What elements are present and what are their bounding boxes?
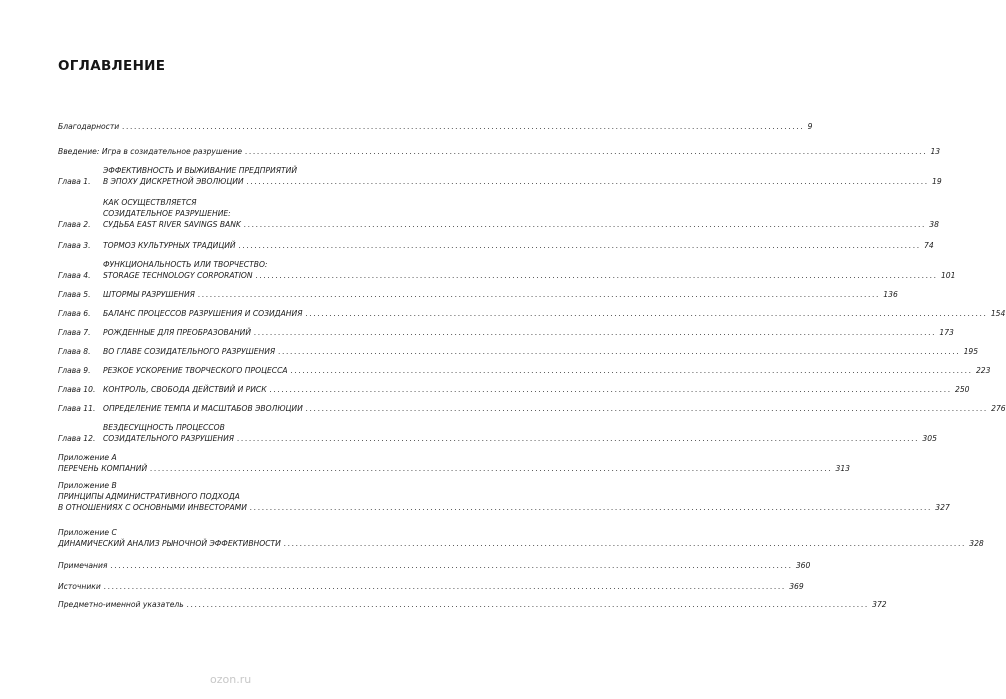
entry-title-line: Приложение В — [58, 481, 117, 490]
page-number: 136 — [883, 290, 898, 299]
toc-entry — [58, 581, 804, 592]
toc-entry — [58, 384, 970, 395]
chapter-label: Глава 10. — [58, 385, 96, 394]
toc-entry — [58, 452, 850, 474]
page-number: 328 — [969, 539, 984, 548]
page-number: 74 — [923, 241, 934, 250]
entry-title-line: СОЗИДАТЕЛЬНОЕ РАЗРУШЕНИЕ: — [103, 209, 231, 218]
entry-title-line: ВО ГЛАВЕ СОЗИДАТЕЛЬНОГО РАЗРУШЕНИЯ — [103, 347, 276, 356]
toc-entry — [58, 121, 813, 132]
entry-title-line: Приложение А — [58, 453, 117, 462]
toc-entry — [58, 146, 941, 157]
dot-leader: .......................................................................................................................................................................... — [186, 600, 870, 609]
chapter-label: Глава 2. — [58, 220, 91, 229]
entry-title-line: Приложение С — [58, 528, 117, 537]
toc-entry — [58, 560, 811, 571]
dot-leader: .......................................................................................................................................................................... — [245, 147, 928, 156]
dot-leader: .......................................................................................................................................................................... — [197, 290, 881, 299]
entry-title-line: Введение: Игра в созидательное разрушение — [58, 147, 243, 156]
entry-title-line: ЭФФЕКТИВНОСТЬ И ВЫЖИВАНИЕ ПРЕДПРИЯТИЙ — [103, 166, 297, 175]
dot-leader: .......................................................................................................................................................................... — [255, 271, 938, 280]
dot-leader: .......................................................................................................................................................................... — [246, 177, 929, 186]
chapter-label: Глава 1. — [58, 177, 91, 186]
dot-leader: .......................................................................................................................................................................... — [237, 434, 920, 443]
dot-leader: .......................................................................................................................................................................... — [305, 309, 988, 318]
page-number: 38 — [929, 220, 939, 229]
entry-title-line: СУДЬБА EAST RIVER SAVINGS BANK — [103, 220, 241, 229]
toc-entry — [58, 527, 984, 549]
toc-entry — [58, 365, 991, 376]
toc-entry — [58, 327, 954, 338]
dot-leader: .......................................................................................................................................................................... — [110, 561, 793, 570]
entry-title-line: РОЖДЕННЫЕ ДЛЯ ПРЕОБРАЗОВАНИЙ — [103, 328, 252, 337]
entry-title-line: КАК ОСУЩЕСТВЛЯЕТСЯ — [103, 198, 197, 207]
page-number: 250 — [954, 385, 970, 394]
entry-title-line: STORAGE TECHNOLOGY CORPORATION — [103, 271, 253, 280]
entry-title-line: КОНТРОЛЬ, СВОБОДА ДЕЙСТВИЙ И РИСК — [103, 385, 267, 394]
page-number: 305 — [922, 434, 937, 443]
entry-title-line: ФУНКЦИОНАЛЬНОСТЬ ИЛИ ТВОРЧЕСТВО: — [103, 260, 268, 269]
toc-entry — [58, 346, 979, 357]
chapter-label: Глава 4. — [58, 271, 91, 280]
toc-entry — [58, 197, 939, 230]
entry-title-line: В ОТНОШЕНИЯХ С ОСНОВНЫМИ ИНВЕСТОРАМИ — [58, 503, 247, 512]
table-of-contents — [58, 113, 1006, 610]
dot-leader: .......................................................................................................................................................................... — [278, 347, 961, 356]
page-number: 223 — [975, 366, 991, 375]
page-number: 360 — [795, 561, 811, 570]
page-number: 369 — [789, 582, 804, 591]
dot-leader: .......................................................................................................................................................................... — [122, 122, 805, 131]
toc-entry — [58, 240, 934, 251]
toc-entry — [58, 289, 898, 300]
dot-leader: .......................................................................................................................................................................... — [150, 464, 833, 473]
entry-title-line: ВЕЗДЕСУЩНОСТЬ ПРОЦЕССОВ — [103, 423, 225, 432]
dot-leader: .......................................................................................................................................................................... — [243, 220, 927, 229]
entry-title-line: Примечания — [58, 561, 108, 570]
chapter-label: Глава 11. — [58, 404, 96, 413]
page-number: 327 — [935, 503, 950, 512]
page-number: 313 — [835, 464, 850, 473]
ozon-watermark: ozon.ru — [210, 673, 252, 686]
entry-title-line: Источники — [58, 582, 101, 591]
toc-entry — [58, 259, 956, 281]
entry-title-line: БАЛАНС ПРОЦЕССОВ РАЗРУШЕНИЯ И СОЗИДАНИЯ — [103, 309, 303, 318]
toc-entry — [58, 422, 937, 444]
page-number: 19 — [931, 177, 942, 186]
dot-leader: .......................................................................................................................................................................... — [254, 328, 937, 337]
dot-leader: .......................................................................................................................................................................... — [269, 385, 952, 394]
entry-title-line: Благодарности — [58, 122, 120, 131]
chapter-label: Глава 12. — [58, 434, 96, 443]
entry-title-line: ТОРМОЗ КУЛЬТУРНЫХ ТРАДИЦИЙ — [103, 241, 236, 250]
entry-title-line: ОПРЕДЕЛЕНИЕ ТЕМПА И МАСШТАБОВ ЭВОЛЮЦИИ — [103, 404, 303, 413]
toc-entry — [58, 403, 1006, 414]
chapter-label: Глава 3. — [58, 241, 91, 250]
toc-entry — [58, 599, 887, 610]
chapter-label: Глава 9. — [58, 366, 91, 375]
dot-leader: .......................................................................................................................................................................... — [103, 582, 787, 591]
dot-leader: .......................................................................................................................................................................... — [249, 503, 933, 512]
entry-title-line: РЕЗКОЕ УСКОРЕНИЕ ТВОРЧЕСКОГО ПРОЦЕССА — [103, 366, 288, 375]
chapter-label: Глава 8. — [58, 347, 91, 356]
dot-leader: .......................................................................................................................................................................... — [290, 366, 973, 375]
page-number: 154 — [990, 309, 1006, 318]
chapter-label: Глава 6. — [58, 309, 91, 318]
page-number: 372 — [872, 600, 887, 609]
dot-leader: .......................................................................................................................................................................... — [238, 241, 921, 250]
entry-title-line: ПЕРЕЧЕНЬ КОМПАНИЙ — [58, 464, 148, 473]
toc-entry — [58, 165, 942, 187]
page-number: 276 — [991, 404, 1006, 413]
page-number: 101 — [940, 271, 956, 280]
entry-title-line: Предметно-именной указатель — [58, 600, 184, 609]
chapter-label: Глава 7. — [58, 328, 91, 337]
page-number: 173 — [939, 328, 954, 337]
page-number: 9 — [807, 122, 813, 131]
dot-leader: .......................................................................................................................................................................... — [283, 539, 967, 548]
chapter-label: Глава 5. — [58, 290, 91, 299]
entry-title-line: СОЗИДАТЕЛЬНОГО РАЗРУШЕНИЯ — [103, 434, 235, 443]
entry-title-line: В ЭПОХУ ДИСКРЕТНОЙ ЭВОЛЮЦИИ — [103, 177, 244, 186]
entry-title-line: ДИНАМИЧЕСКИЙ АНАЛИЗ РЫНОЧНОЙ ЭФФЕКТИВНОСТИ — [58, 539, 281, 548]
entry-title-line: ПРИНЦИПЫ АДМИНИСТРАТИВНОГО ПОДХОДА — [58, 492, 240, 501]
toc-entry — [58, 480, 950, 513]
toc-entry — [58, 308, 1006, 319]
entry-title-line: ШТОРМЫ РАЗРУШЕНИЯ — [103, 290, 195, 299]
page-number: 13 — [930, 147, 941, 156]
page-title: ОГЛАВЛЕНИЕ — [58, 58, 166, 74]
page-number: 195 — [963, 347, 979, 356]
dot-leader: .......................................................................................................................................................................... — [305, 404, 989, 413]
